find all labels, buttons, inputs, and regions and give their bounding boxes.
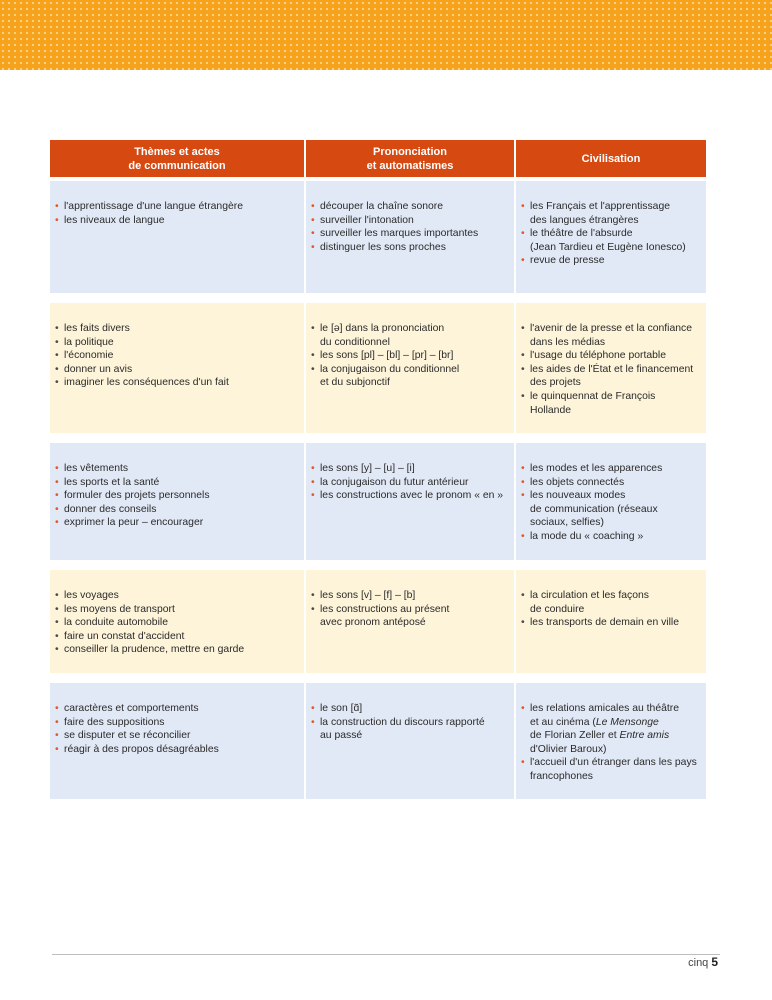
list-item — [55, 336, 298, 350]
bullet-icon: • — [311, 228, 315, 240]
bullet-icon: • — [55, 703, 59, 714]
bullet-list — [55, 462, 298, 530]
bullet-icon: • — [55, 590, 59, 601]
bullet-icon: • — [55, 214, 59, 226]
list-item — [55, 716, 298, 730]
bullet-list — [311, 462, 508, 503]
list-item-text: faire un constat d'accident — [64, 630, 185, 642]
page-number-word: cinq — [688, 957, 709, 969]
bullet-icon: • — [55, 630, 59, 642]
list-item-text: l'avenir de la presse et la confiance dans les médias — [530, 323, 692, 348]
list-item — [521, 200, 700, 227]
list-item — [521, 530, 700, 544]
list-item — [311, 702, 508, 716]
bullet-icon: • — [521, 255, 525, 267]
cell-civilisation-5 — [516, 683, 706, 799]
list-item — [521, 363, 700, 390]
list-item — [311, 349, 508, 363]
header-civilisation-label: Civilisation — [581, 152, 641, 165]
list-item-text: les faits divers — [64, 323, 130, 334]
list-item-text: la conjugaison du futur antérieur — [320, 476, 469, 488]
list-item — [311, 241, 508, 255]
list-item-text: réagir à des propos désagréables — [64, 743, 219, 755]
list-item — [311, 462, 508, 476]
bullet-icon: • — [311, 716, 315, 728]
bullet-icon: • — [55, 377, 59, 389]
bullet-icon: • — [311, 703, 315, 714]
cell-civilisation-1 — [516, 181, 706, 293]
list-item-text: les sons [v] – [f] – [b] — [320, 590, 416, 601]
cell-themes-4 — [50, 570, 304, 673]
cell-prononciation-5 — [306, 683, 514, 799]
list-item-text: les relations amicales au théâtre et au cinéma (Le Mensonge de Florian Zeller et Entre amis d'Olivier Baroux) — [530, 703, 680, 755]
bullet-icon: • — [55, 517, 59, 529]
list-item-text: caractères et comportements — [64, 703, 199, 714]
bullet-icon: • — [55, 730, 59, 742]
list-item — [521, 390, 700, 417]
list-item-text: donner un avis — [64, 363, 133, 375]
list-item — [521, 322, 700, 349]
list-item — [521, 476, 700, 490]
list-item — [55, 476, 298, 490]
list-item — [311, 200, 508, 214]
list-item-text: les objets connectés — [530, 476, 625, 488]
bullet-icon: • — [311, 323, 315, 334]
bullet-icon: • — [311, 241, 315, 253]
header-prononciation — [306, 140, 514, 177]
list-item — [55, 376, 298, 390]
list-item-text: les Français et l'apprentissage des langues étrangères — [530, 201, 671, 226]
list-item — [55, 603, 298, 617]
cell-prononciation-3 — [306, 443, 514, 560]
list-item — [55, 743, 298, 757]
list-item — [311, 363, 508, 390]
bullet-icon: • — [311, 603, 315, 615]
bullet-icon: • — [55, 350, 59, 362]
bullet-list — [311, 589, 508, 630]
list-item-text: exprimer la peur – encourager — [64, 517, 204, 529]
list-item — [55, 489, 298, 503]
list-item-text: découper la chaîne sonore — [320, 201, 444, 212]
bullet-icon: • — [521, 463, 525, 474]
list-item — [55, 349, 298, 363]
bullet-icon: • — [521, 228, 525, 240]
list-item — [521, 489, 700, 530]
bullet-list — [521, 322, 700, 417]
cell-civilisation-4 — [516, 570, 706, 673]
header-prononciation-label: Prononciation et automatismes — [366, 145, 454, 172]
bullet-icon: • — [521, 201, 525, 212]
list-item-text: le théâtre de l'absurde (Jean Tardieu et Eugène Ionesco) — [530, 228, 686, 253]
page-number — [688, 955, 718, 969]
row-spacer — [50, 673, 706, 683]
list-item-text: surveiller l'intonation — [320, 214, 414, 226]
list-item — [55, 729, 298, 743]
list-item-text: la conjugaison du conditionnel et du subjonctif — [320, 363, 460, 389]
bullet-icon: • — [55, 363, 59, 375]
bullet-icon: • — [521, 757, 525, 769]
list-item-text: les vêtements — [64, 463, 129, 474]
bullet-list — [55, 200, 298, 227]
list-item-text: la circulation et les façons de conduire — [530, 590, 649, 615]
bullet-icon: • — [55, 336, 59, 348]
cell-prononciation-2 — [306, 303, 514, 433]
bullet-icon: • — [311, 350, 315, 362]
bullet-list — [521, 589, 700, 630]
list-item-text: les niveaux de langue — [64, 214, 165, 226]
list-item-text: distinguer les sons proches — [320, 241, 446, 253]
list-item-text: les sons [y] – [u] – [i] — [320, 463, 415, 474]
bullet-icon: • — [311, 201, 315, 212]
list-item — [311, 489, 508, 503]
bullet-icon: • — [311, 463, 315, 474]
bullet-list — [55, 589, 298, 657]
cell-civilisation-2 — [516, 303, 706, 433]
list-item-text: imaginer les conséquences d'un fait — [64, 377, 229, 389]
bullet-icon: • — [55, 603, 59, 615]
list-item — [55, 503, 298, 517]
list-item-text: l'accueil d'un étranger dans les pays francophones — [530, 757, 697, 782]
list-item-text: le son [ɑ̃] — [320, 703, 363, 714]
bullet-icon: • — [55, 490, 59, 502]
list-item-text: faire des suppositions — [64, 716, 165, 728]
list-item-text: les modes et les apparences — [530, 463, 663, 474]
list-item-text: revue de presse — [530, 255, 605, 267]
list-item — [55, 630, 298, 644]
list-item — [521, 589, 700, 616]
bullet-icon: • — [521, 323, 525, 334]
list-item-text: les moyens de transport — [64, 603, 175, 615]
bullet-icon: • — [55, 644, 59, 656]
bullet-list — [521, 200, 700, 268]
cell-themes-5 — [50, 683, 304, 799]
bullet-list — [521, 462, 700, 544]
cell-prononciation-1 — [306, 181, 514, 293]
bullet-icon: • — [311, 490, 315, 502]
list-item-text: les voyages — [64, 590, 119, 601]
list-item — [55, 462, 298, 476]
list-item — [311, 476, 508, 490]
list-item-text: se disputer et se réconcilier — [64, 730, 191, 742]
list-item-text: les nouveaux modes de communication (réseaux sociaux, selfies) — [530, 490, 658, 529]
header-themes-label: Thèmes et actes de communication — [128, 145, 226, 172]
bullet-icon: • — [55, 323, 59, 334]
list-item — [311, 603, 508, 630]
bullet-list — [521, 702, 700, 784]
list-item-text: donner des conseils — [64, 503, 157, 515]
list-item — [521, 756, 700, 783]
bullet-icon: • — [55, 617, 59, 629]
bullet-list — [311, 322, 508, 390]
bullet-icon: • — [55, 463, 59, 474]
bullet-icon: • — [521, 390, 525, 402]
list-item — [55, 200, 298, 214]
bullet-icon: • — [55, 743, 59, 755]
bullet-icon: • — [521, 590, 525, 601]
list-item — [55, 214, 298, 228]
list-item — [521, 616, 700, 630]
list-item — [521, 254, 700, 268]
list-item-text: l'économie — [64, 350, 114, 362]
bullet-icon: • — [521, 490, 525, 502]
bullet-icon: • — [311, 476, 315, 488]
contents-table — [50, 140, 706, 799]
header-themes — [50, 140, 304, 177]
list-item-text: l'apprentissage d'une langue étrangère — [64, 201, 244, 212]
list-item-text: surveiller les marques importantes — [320, 228, 479, 240]
list-item-text: la politique — [64, 336, 114, 348]
list-item — [55, 616, 298, 630]
list-item — [311, 589, 508, 603]
list-item-text: la conduite automobile — [64, 617, 168, 629]
list-item — [521, 349, 700, 363]
bullet-icon: • — [311, 214, 315, 226]
list-item — [55, 702, 298, 716]
list-item — [521, 227, 700, 254]
bullet-icon: • — [311, 590, 315, 601]
row-spacer — [50, 293, 706, 303]
bullet-list — [55, 702, 298, 756]
list-item — [55, 589, 298, 603]
list-item-text: le quinquennat de François Hollande — [530, 390, 656, 416]
list-item-text: les constructions avec le pronom « en » — [320, 490, 504, 502]
list-item-text: conseiller la prudence, mettre en garde — [64, 644, 245, 656]
cell-themes-2 — [50, 303, 304, 433]
list-item — [311, 227, 508, 241]
list-item — [521, 462, 700, 476]
list-item — [521, 702, 700, 756]
bullet-list — [311, 200, 508, 254]
footer-divider — [52, 954, 720, 955]
bullet-list — [311, 702, 508, 743]
bullet-icon: • — [55, 476, 59, 488]
list-item — [311, 716, 508, 743]
list-item — [55, 516, 298, 530]
list-item — [55, 363, 298, 377]
bullet-icon: • — [521, 363, 525, 375]
bullet-icon: • — [521, 703, 525, 714]
bullet-icon: • — [55, 201, 59, 212]
bullet-icon: • — [521, 350, 525, 362]
list-item-text: le [ə] dans la prononciation du conditionnel — [320, 323, 445, 348]
list-item-text: la construction du discours rapporté au passé — [320, 716, 485, 742]
cell-prononciation-4 — [306, 570, 514, 673]
page-number-digit: 5 — [711, 955, 718, 969]
cell-themes-3 — [50, 443, 304, 560]
list-item — [55, 643, 298, 657]
list-item-text: les transports de demain en ville — [530, 617, 680, 629]
bullet-icon: • — [521, 617, 525, 629]
row-spacer — [50, 560, 706, 570]
bullet-icon: • — [521, 476, 525, 488]
list-item-text: les constructions au présent avec pronom antéposé — [320, 603, 450, 629]
list-item — [311, 322, 508, 349]
list-item-text: les aides de l'État et le financement des projets — [530, 363, 694, 389]
bullet-icon: • — [311, 363, 315, 375]
cell-civilisation-3 — [516, 443, 706, 560]
list-item-text: formuler des projets personnels — [64, 490, 210, 502]
list-item-text: l'usage du téléphone portable — [530, 350, 667, 362]
bullet-icon: • — [55, 716, 59, 728]
list-item-text: les sons [pl] – [bl] – [pr] – [br] — [320, 350, 454, 362]
list-item — [55, 322, 298, 336]
list-item — [311, 214, 508, 228]
bullet-icon: • — [521, 530, 525, 542]
top-banner — [0, 0, 772, 70]
list-item-text: la mode du « coaching » — [530, 530, 644, 542]
cell-themes-1 — [50, 181, 304, 293]
list-item-text: les sports et la santé — [64, 476, 160, 488]
header-civilisation — [516, 140, 706, 177]
row-spacer — [50, 433, 706, 443]
bullet-icon: • — [55, 503, 59, 515]
bullet-list — [55, 322, 298, 390]
